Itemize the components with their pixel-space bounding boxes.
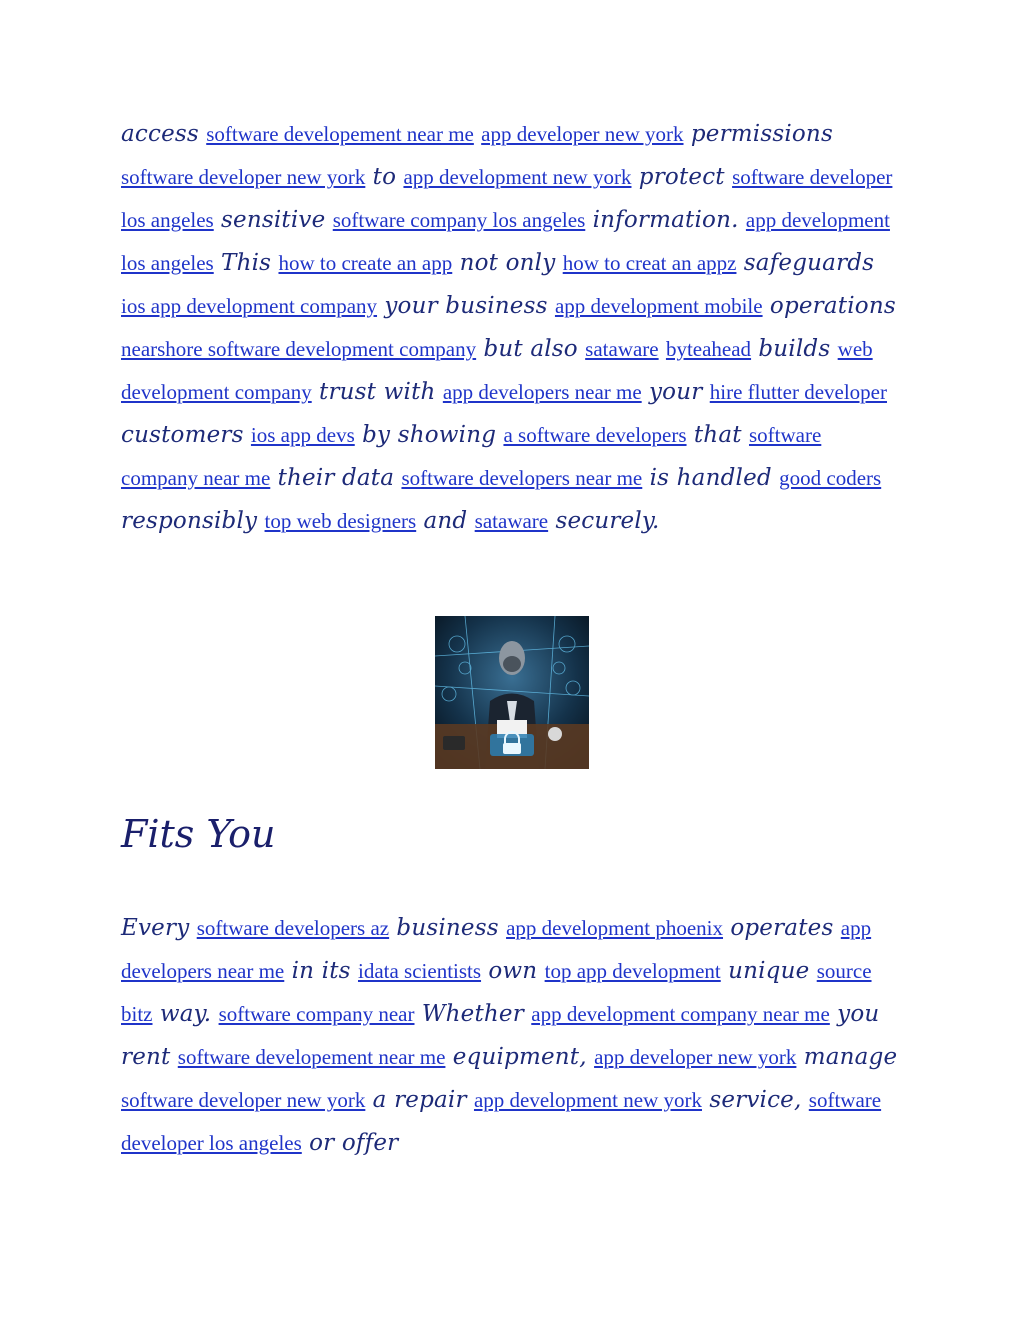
body-text: your bbox=[648, 379, 703, 405]
body-text: access bbox=[121, 121, 199, 147]
body-text: trust with bbox=[319, 379, 436, 405]
keyword-link[interactable]: software developers near me bbox=[401, 466, 643, 490]
keyword-link[interactable]: software company near me bbox=[121, 423, 822, 490]
body-text: a repair bbox=[372, 1087, 467, 1113]
keyword-link[interactable]: how to create an app bbox=[278, 251, 453, 275]
keyword-link[interactable]: app development los angeles bbox=[121, 208, 890, 275]
article-body bbox=[121, 113, 896, 543]
keyword-link[interactable]: app development phoenix bbox=[506, 916, 724, 940]
body-text: is handled bbox=[649, 465, 772, 491]
body-text: way. bbox=[159, 1001, 212, 1027]
keyword-link[interactable]: hire flutter developer bbox=[709, 380, 887, 404]
cybersecurity-illustration bbox=[435, 616, 589, 769]
body-text: sensitive bbox=[221, 207, 326, 233]
keyword-link[interactable]: ios app devs bbox=[250, 423, 355, 447]
keyword-link[interactable]: software developer new york bbox=[121, 1088, 366, 1112]
body-text: equipment, bbox=[452, 1044, 587, 1070]
keyword-link[interactable]: software developement near me bbox=[177, 1045, 446, 1069]
keyword-link[interactable]: nearshore software development company bbox=[121, 337, 477, 361]
keyword-link[interactable]: top app development bbox=[544, 959, 721, 983]
keyword-link[interactable]: app developers near me bbox=[442, 380, 642, 404]
keyword-link[interactable]: software developer new york bbox=[121, 165, 366, 189]
keyword-link[interactable]: software company los angeles bbox=[332, 208, 586, 232]
keyword-link[interactable]: app developer new york bbox=[594, 1045, 797, 1069]
body-text: builds bbox=[758, 336, 831, 362]
body-text: or offer bbox=[309, 1130, 399, 1156]
keyword-link[interactable]: ios app development company bbox=[121, 294, 378, 318]
paragraph-fits-you bbox=[121, 907, 901, 1165]
body-text: securely. bbox=[555, 508, 660, 534]
keyword-link[interactable]: app development mobile bbox=[554, 294, 763, 318]
body-text: data bbox=[341, 465, 395, 491]
body-text: but also bbox=[483, 336, 578, 362]
body-text: and bbox=[423, 508, 468, 534]
section-heading: Fits You bbox=[121, 812, 276, 856]
body-text: operations bbox=[769, 293, 896, 319]
keyword-link[interactable]: software company near bbox=[218, 1002, 415, 1026]
keyword-link[interactable]: top web designers bbox=[264, 509, 417, 533]
body-text: This bbox=[221, 250, 272, 276]
keyword-link[interactable]: software developement near me bbox=[206, 122, 474, 146]
security-image bbox=[435, 616, 589, 769]
body-text: safeguards bbox=[743, 250, 875, 276]
keyword-link[interactable]: software developers az bbox=[196, 916, 390, 940]
body-text: not only bbox=[459, 250, 556, 276]
body-text: you rent bbox=[121, 1001, 880, 1070]
body-text: operates bbox=[730, 915, 834, 941]
keyword-link[interactable]: software developer los angeles bbox=[121, 165, 893, 232]
keyword-link[interactable]: software developer los angeles bbox=[121, 1088, 882, 1155]
keyword-link[interactable]: app developers near me bbox=[121, 916, 872, 983]
paragraph-intro bbox=[121, 113, 896, 543]
keyword-link[interactable]: app development company near me bbox=[531, 1002, 830, 1026]
keyword-link[interactable]: app development new york bbox=[403, 165, 632, 189]
body-text: customers bbox=[121, 422, 244, 448]
body-text: by showing bbox=[362, 422, 497, 448]
article-body-2 bbox=[121, 907, 901, 1165]
body-text: Every bbox=[121, 915, 190, 941]
body-text: that bbox=[693, 422, 742, 448]
body-text: own bbox=[488, 958, 538, 984]
body-text: unique bbox=[728, 958, 810, 984]
keyword-link[interactable]: source bitz bbox=[121, 959, 872, 1026]
body-text: manage bbox=[803, 1044, 898, 1070]
keyword-link[interactable]: sataware bbox=[585, 337, 659, 361]
body-text: in its bbox=[291, 958, 351, 984]
body-text: service, bbox=[709, 1087, 802, 1113]
body-text: Whether bbox=[421, 1001, 524, 1027]
keyword-link[interactable]: a software developers bbox=[503, 423, 687, 447]
keyword-link[interactable]: idata scientists bbox=[357, 959, 482, 983]
body-text: business bbox=[396, 915, 499, 941]
keyword-link[interactable]: app development new york bbox=[473, 1088, 702, 1112]
keyword-link[interactable]: good coders bbox=[779, 466, 882, 490]
body-text: their bbox=[277, 465, 335, 491]
body-text: your business bbox=[384, 293, 548, 319]
body-text: permissions bbox=[690, 121, 833, 147]
keyword-link[interactable]: sataware bbox=[474, 509, 549, 533]
body-text: responsibly bbox=[121, 508, 258, 534]
body-text: protect bbox=[638, 164, 725, 190]
keyword-link[interactable]: web development company bbox=[121, 337, 873, 404]
body-text: information. bbox=[592, 207, 739, 233]
keyword-link[interactable]: how to creat an appz bbox=[562, 251, 737, 275]
keyword-link[interactable]: byteahead bbox=[665, 337, 752, 361]
body-text: to bbox=[372, 164, 397, 190]
keyword-link[interactable]: app developer new york bbox=[481, 122, 684, 146]
